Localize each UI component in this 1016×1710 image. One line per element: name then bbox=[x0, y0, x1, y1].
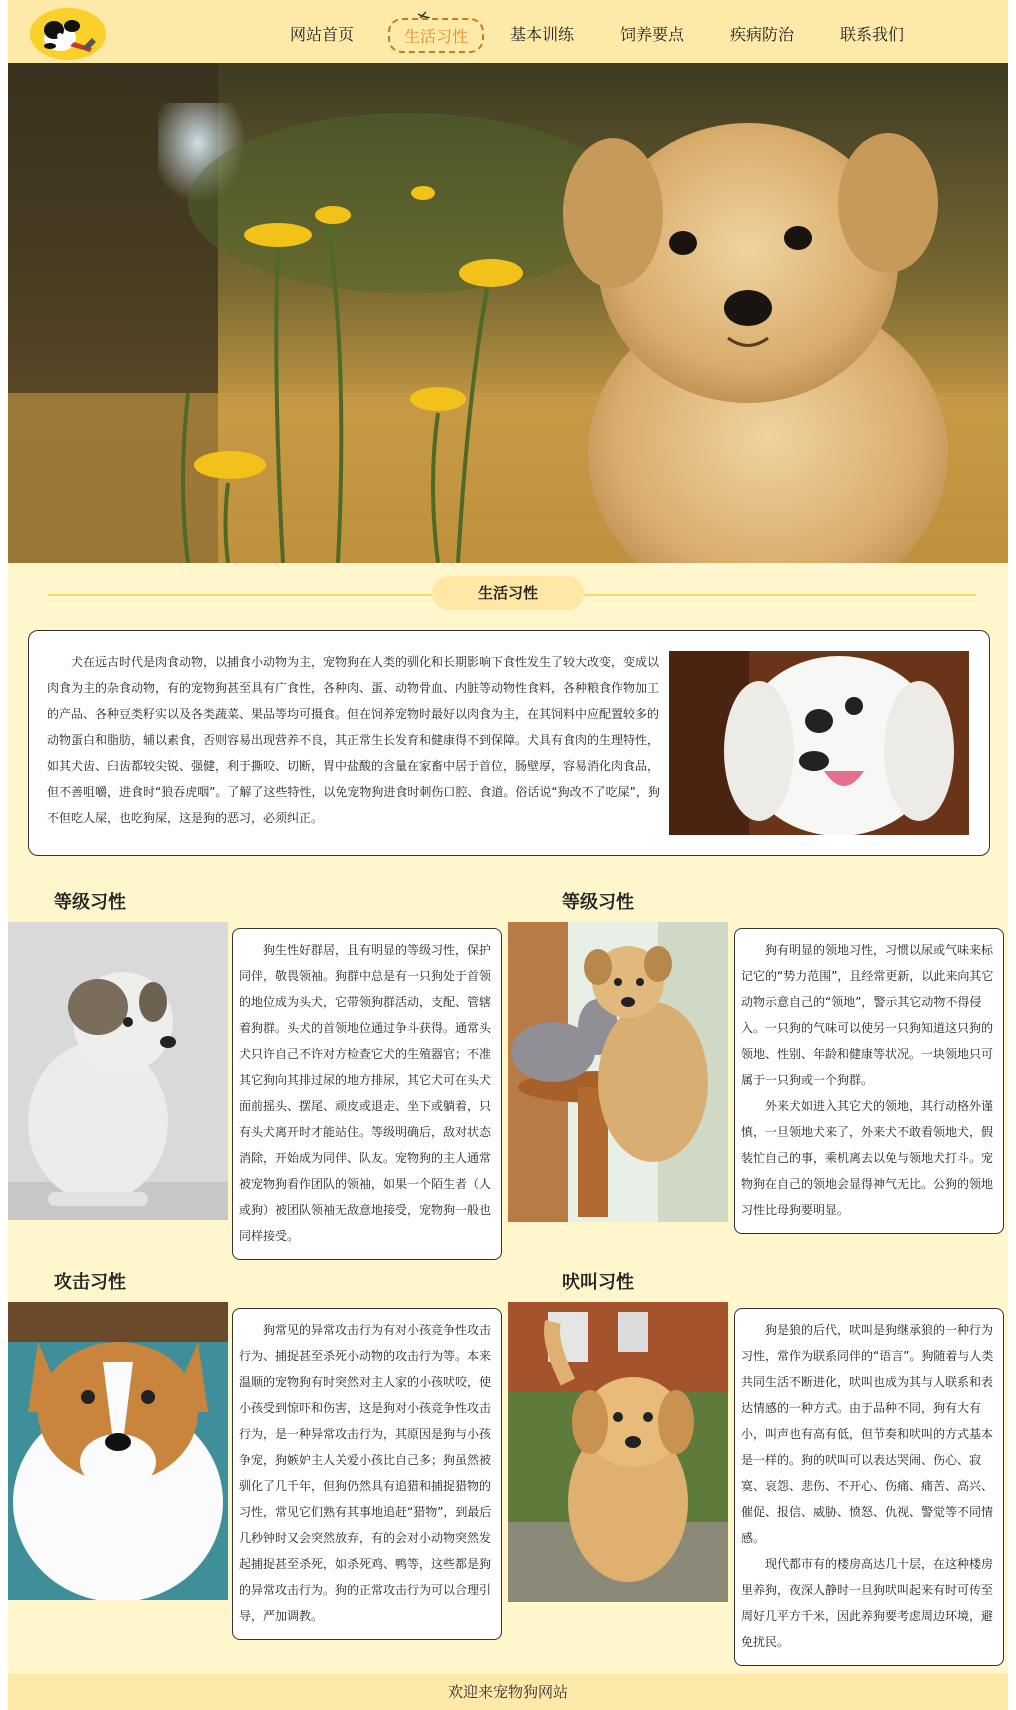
habit-text: 狗常见的异常攻击行为有对小孩竞争性攻击行为、捕捉甚至杀死小动物的攻击行为等。本来温顺的宠物狗有时突然对主人家的小孩吠咬，使小孩受到惊吓和伤害，这是狗对小孩竞争性攻击行为，是一种异常攻击行为，其原因是狗与小孩争宠，狗嫉妒主人关爱小孩比自己多；狗虽然被驯化了几千年，但狗仍然具有追猎和捕捉猎物的习性，常见它们熟有其事地追赶“猎物”，到最后几秒钟时又会突然放弃，有的会对小动物突然发起捕捉甚至杀死，如杀死鸡、鸭等，这些都是狗的异常攻击行为。狗的正常攻击行为可以合理引导，严加调教。 bbox=[239, 1323, 492, 1623]
intro-card bbox=[28, 630, 990, 856]
habit-text: 狗是狼的后代，吠叫是狗继承狼的一种行为习性，常作为联系同伴的“语言”。狗随着与人类共同生活不断进化，吠叫也成为其与人联系和表达情感的一种方式。由于品种不同，狗有大有小，叫声也有高有低，但节奏和吠叫的方式基本是一样的。狗的吠叫可以表达哭闹、伤心、寂寞、哀怨、悲伤、不开心、伤痛、痛苦、高兴、催促、报信、威胁、愤怒、仇视、警觉等不同情感。 bbox=[741, 1323, 994, 1545]
header bbox=[8, 0, 1008, 63]
puppy-rabbit-photo bbox=[508, 922, 728, 1222]
habit-text: 狗生性好群居，且有明显的等级习性，保护同伴，敬畏领袖。狗群中总是有一只狗处于首领的地位成为头犬，它带领狗群活动，支配、管辖着狗群。头犬的首领地位通过争斗获得。通常头犬只许自己不许对方检查它犬的生殖器官；不准其它狗向其排过尿的地方排尿，其它犬可在头犬面前摇头、摆尾、顽皮或退走、坐下或躺着，只有头犬离开时才能站住。等级明确后，敌对状态消除，开始成为同伴、队友。宠物狗的主人通常被宠物狗看作团队的领袖，如果一个陌生者（人或狗）被团队领袖无敌意地接受，宠物狗一般也同样接受。 bbox=[239, 943, 492, 1243]
nav-item-home[interactable]: 网站首页 bbox=[290, 25, 355, 44]
habit-title: 攻击习性 bbox=[54, 1272, 126, 1293]
page bbox=[8, 0, 1008, 1710]
corgi-photo bbox=[8, 1302, 228, 1600]
habit-title: 等级习性 bbox=[562, 892, 634, 913]
hero-banner-image bbox=[8, 63, 1008, 563]
golden-puppy-photo bbox=[508, 1302, 728, 1602]
habit-title: 等级习性 bbox=[54, 892, 126, 913]
dog-logo-icon bbox=[30, 8, 106, 60]
puppy-grey-photo bbox=[8, 922, 228, 1220]
habit-card bbox=[734, 1308, 1004, 1666]
footer: 欢迎来宠物狗网站 bbox=[8, 1674, 1008, 1710]
white-dog-photo bbox=[669, 651, 969, 835]
habit-card bbox=[734, 928, 1004, 1234]
habit-card bbox=[232, 928, 502, 1260]
habit-text: 现代都市有的楼房高达几十层，在这种楼房里养狗，夜深人静时一旦狗吠叫起来有时可传至周好几平方千米，因此养狗要考虑周边环境，避免扰民。 bbox=[741, 1557, 994, 1649]
nav-item-habits[interactable]: 生活习性 bbox=[388, 18, 484, 53]
nav-item-training[interactable]: 基本训练 bbox=[510, 25, 575, 44]
intro-text: 犬在远古时代是肉食动物，以捕食小动物为主，宠物狗在人类的驯化和长期影响下食性发生了较大改变，变成以肉食为主的杂食动物，有的宠物狗甚至具有广食性，各种肉、蛋、动物骨血、内脏等动物性食料，各种粮食作物加工的产品、各种豆类籽实以及各类蔬菜、果品等均可摄食。但在饲养宠物时最好以肉食为主，在其饲料中应配置较多的动物蛋白和脂肪，辅以素食，否则容易出现营养不良，其正常生长发育和健康得不到保障。犬具有食肉的生理特性，如其犬齿、臼齿都较尖锐、强健，利于撕咬、切断，胃中盐酸的含量在家畜中居于首位，肠壁厚，容易消化肉食品，但不善咀嚼，进食时“狼吞虎咽”。了解了这些特性，以免宠物狗进食时刺伤口腔、食道。俗话说“狗改不了吃屎”，狗不但吃人屎，也吃狗屎，这是狗的恶习，必须纠正。 bbox=[47, 655, 660, 825]
site-logo[interactable] bbox=[30, 8, 106, 60]
habit-card bbox=[232, 1308, 502, 1640]
habit-text: 外来犬如进入其它犬的领地，其行动格外谨慎，一旦领地犬来了，外来犬不敢看领地犬，假装忙自己的事，乘机离去以免与领地犬打斗。宠物狗在自己的领地会显得神气无比。公狗的领地习性比母狗要明显。 bbox=[741, 1099, 994, 1217]
nav-item-feeding[interactable]: 饲养要点 bbox=[620, 25, 685, 44]
nav-item-contact[interactable]: 联系我们 bbox=[840, 25, 905, 44]
nav-item-disease[interactable]: 疾病防治 bbox=[730, 25, 795, 44]
habit-text: 狗有明显的领地习性，习惯以尿或气味来标记它的“势力范围”，且经常更新，以此来向其它动物示意自己的“领地”，警示其它动物不得侵入。一只狗的气味可以使另一只狗知道这只狗的领地、性别、年龄和健康等状况。一块领地只可属于一只狗或一个狗群。 bbox=[741, 943, 994, 1087]
section-title: 生活习性 bbox=[432, 576, 584, 610]
habit-title: 吠叫习性 bbox=[562, 1272, 634, 1293]
